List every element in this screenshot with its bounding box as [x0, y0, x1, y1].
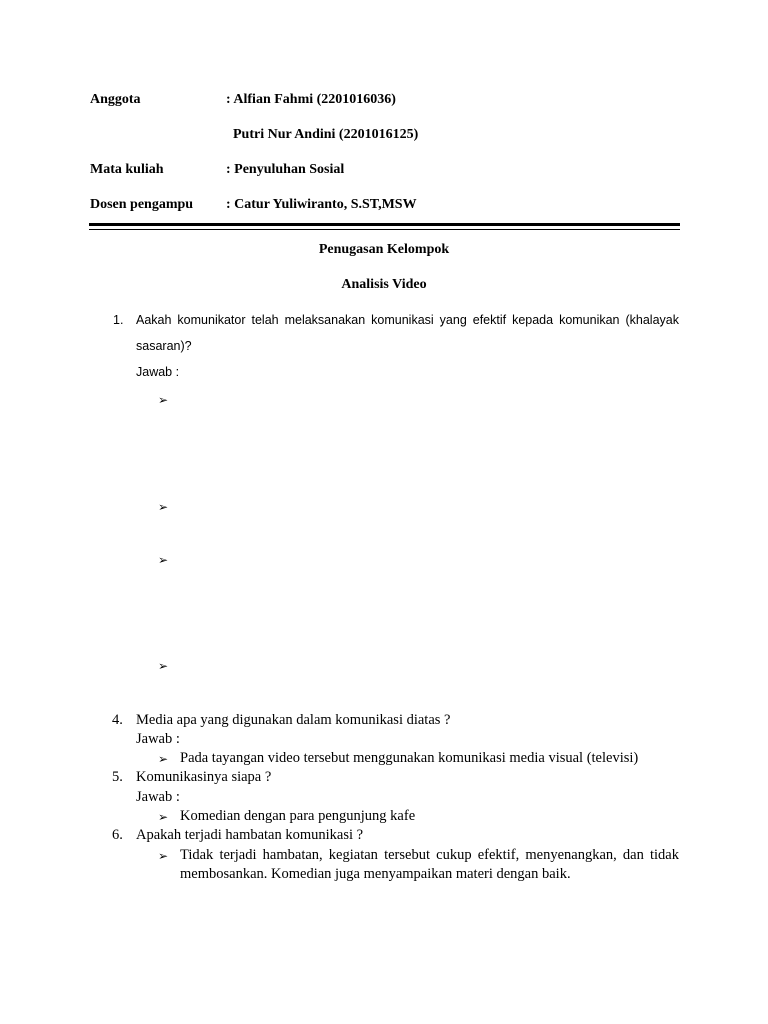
- assignment-title: Penugasan Kelompok: [318, 242, 450, 257]
- lecturer-label: Dosen pengampu: [90, 197, 194, 212]
- course-value: : Penyuluhan Sosial: [226, 162, 345, 177]
- member-value-1: : Alfian Fahmi (2201016036): [226, 92, 396, 107]
- arrow-bullet-icon: ➢: [158, 659, 169, 673]
- member-value-2: Putri Nur Andini (2201016125): [233, 127, 419, 142]
- question-text: Media apa yang digunakan dalam komunikasi diatas ?: [136, 712, 451, 728]
- question-text: Komunikasinya siapa ?: [136, 769, 272, 785]
- question-number: 4.: [112, 712, 123, 728]
- header-divider-thick: [89, 223, 680, 226]
- arrow-bullet-icon: ➢: [158, 500, 169, 514]
- answer-label: Jawab :: [136, 365, 180, 379]
- answer-bullet-text-line2: membosankan. Komedian juga menyampaikan materi dengan baik.: [180, 866, 571, 882]
- member-label: Anggota: [90, 92, 141, 107]
- header-divider-thin: [89, 229, 680, 230]
- answer-bullet-text-line1: Tidak terjadi hambatan, kegiatan tersebut cukup efektif, menyenangkan, dan tidak: [180, 847, 679, 863]
- assignment-subtitle: Analisis Video: [341, 277, 427, 292]
- lecturer-value: : Catur Yuliwiranto, S.ST,MSW: [226, 197, 417, 212]
- question-text-line1: Aakah komunikator telah melaksanakan komunikasi yang efektif kepada komunikan (khalayak: [136, 313, 679, 327]
- arrow-bullet-icon: ➢: [158, 553, 169, 567]
- answer-bullet-text: Pada tayangan video tersebut menggunakan komunikasi media visual (televisi): [180, 750, 639, 766]
- arrow-bullet-icon: ➢: [158, 393, 169, 407]
- answer-label: Jawab :: [136, 789, 180, 805]
- question-number: 1.: [113, 313, 124, 327]
- question-text-line2: sasaran)?: [136, 339, 192, 353]
- arrow-bullet-icon: ➢: [158, 849, 169, 863]
- course-label: Mata kuliah: [90, 162, 164, 177]
- arrow-bullet-icon: ➢: [158, 810, 169, 824]
- answer-label: Jawab :: [136, 731, 180, 747]
- arrow-bullet-icon: ➢: [158, 752, 169, 766]
- answer-bullet-text: Komedian dengan para pengunjung kafe: [180, 808, 416, 824]
- question-number: 5.: [112, 769, 123, 785]
- question-number: 6.: [112, 827, 123, 843]
- question-text: Apakah terjadi hambatan komunikasi ?: [136, 827, 364, 843]
